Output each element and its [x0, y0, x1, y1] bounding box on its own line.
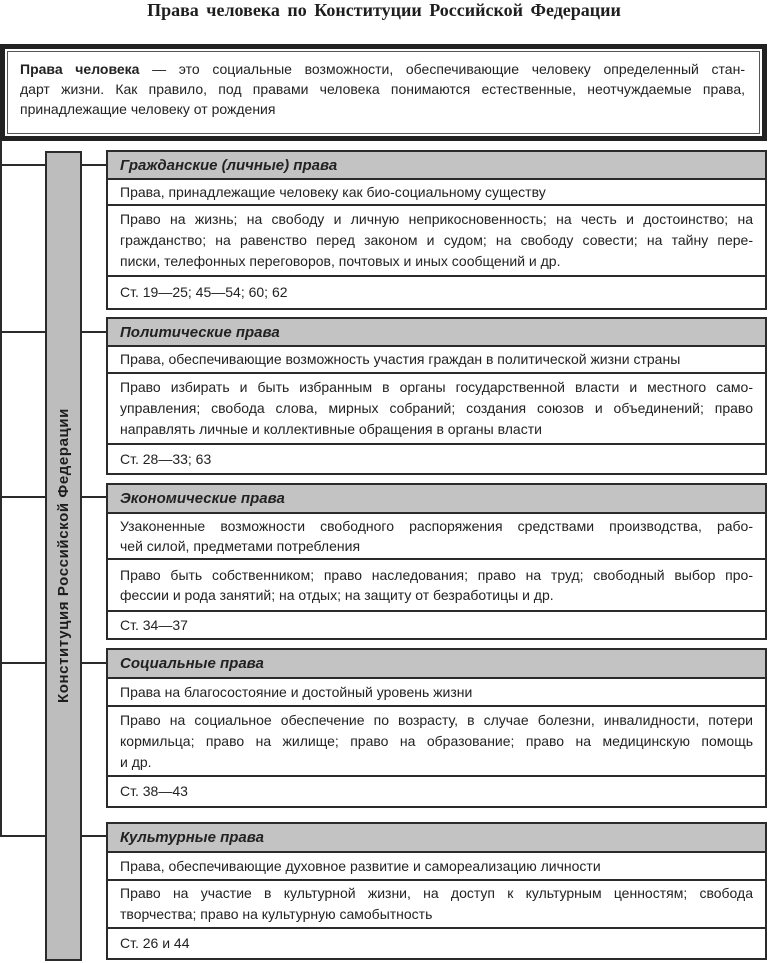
rights-line: гражданство; на равенство перед законом и судом; на свободу совести; на тайну пере- — [120, 232, 753, 248]
section-articles: Ст. 34—37 — [108, 610, 765, 638]
description-line: Права на благосостояние и достойный уровень жизни — [120, 683, 473, 700]
rights-section — [106, 483, 767, 640]
definition-line — [20, 59, 745, 79]
connector-line — [80, 331, 107, 333]
section-articles: Ст. 26 и 44 — [108, 927, 765, 958]
rights-line: творчества; право на культурную самобытность — [120, 906, 433, 922]
description-line: Права, принадлежащие человеку как био-социальному существу — [120, 183, 546, 200]
description-line: чей силой, предметами потребления — [120, 538, 361, 554]
connector-line — [80, 662, 107, 664]
section-rights-list — [108, 372, 765, 443]
section-articles: Ст. 19—25; 45—54; 60; 62 — [108, 275, 765, 308]
constitution-label: Конституция Российской Федерации — [55, 408, 72, 704]
connector-line — [0, 662, 46, 664]
section-description — [108, 851, 765, 879]
rights-section — [106, 822, 767, 960]
section-articles: Ст. 28—33; 63 — [108, 443, 765, 473]
rights-line: писки, телефонных переговоров, почтовых и иных сообщений и др. — [120, 253, 561, 269]
rights-line: управления; свобода слова, мирных собраний; создания союзов и объединений; право — [120, 400, 753, 416]
connector-line — [80, 835, 107, 837]
trunk-connector-line — [0, 140, 2, 837]
section-description — [108, 345, 765, 372]
section-rights-list — [108, 558, 765, 610]
section-header: Социальные права — [108, 650, 765, 677]
rights-line: направлять личные и коллективные обращения в органы власти — [120, 421, 542, 437]
page-title: Права человека по Конституции Российской Федерации — [147, 0, 621, 20]
section-header: Гражданские (личные) права — [108, 152, 765, 178]
rights-line: кормильца; право на жилище; право на образование; право на медицинскую помощь — [120, 732, 753, 749]
connector-line — [0, 331, 46, 333]
constitution-side-bar — [45, 151, 82, 961]
rights-section — [106, 317, 767, 475]
section-description — [108, 178, 765, 204]
definition-line: принадлежащие человеку от рождения — [20, 101, 276, 117]
rights-line: Право быть собственником; право наследования; право на труд; свободный выбор про- — [120, 567, 753, 583]
section-header: Культурные права — [108, 824, 765, 851]
section-header: Политические права — [108, 319, 765, 345]
section-rights-list — [108, 204, 765, 275]
description-line: Узаконенные возможности свободного распоряжения средствами производства, рабо- — [120, 518, 753, 534]
rights-section — [106, 648, 767, 808]
connector-line — [80, 496, 107, 498]
definition-text — [7, 51, 760, 134]
section-description — [108, 677, 765, 705]
section-rights-list — [108, 879, 765, 927]
definition-box — [0, 44, 767, 141]
definition-term: Права человека — [20, 61, 140, 77]
description-line: Права, обеспечивающие духовное развитие и самореализацию личности — [120, 857, 601, 874]
section-rights-list — [108, 705, 765, 775]
section-header: Экономические права — [108, 485, 765, 512]
section-articles: Ст. 38—43 — [108, 775, 765, 806]
section-description — [108, 512, 765, 558]
connector-line — [0, 496, 46, 498]
definition-line: дарт жизни. Как правило, под правами человека понимаются естественные, неотчуждаемые права, — [20, 81, 745, 97]
rights-line: Право на участие в культурной жизни, на доступ к культурным ценностям; свобода — [120, 885, 753, 901]
connector-line — [0, 835, 46, 837]
rights-section — [106, 150, 767, 310]
rights-line: Право на жизнь; на свободу и личную неприкосновенность; на честь и достоинство; на — [120, 211, 753, 227]
connector-line — [80, 164, 107, 166]
connector-line — [0, 164, 46, 166]
rights-line: фессии и рода занятий; на отдых; на защиту от безработицы и др. — [120, 587, 554, 603]
description-line: Права, обеспечивающие возможность участия граждан в политической жизни страны — [120, 351, 681, 367]
rights-line: Право на социальное обеспечение по возрасту, в случае болезни, инвалидности, потери — [120, 711, 753, 728]
definition-line-text: — это социальные возможности, обеспечивающие человеку определенный стан- — [139, 61, 745, 77]
rights-line: Право избирать и быть избранным в органы государственной власти и местного само- — [120, 379, 753, 395]
rights-line: и др. — [120, 753, 152, 770]
